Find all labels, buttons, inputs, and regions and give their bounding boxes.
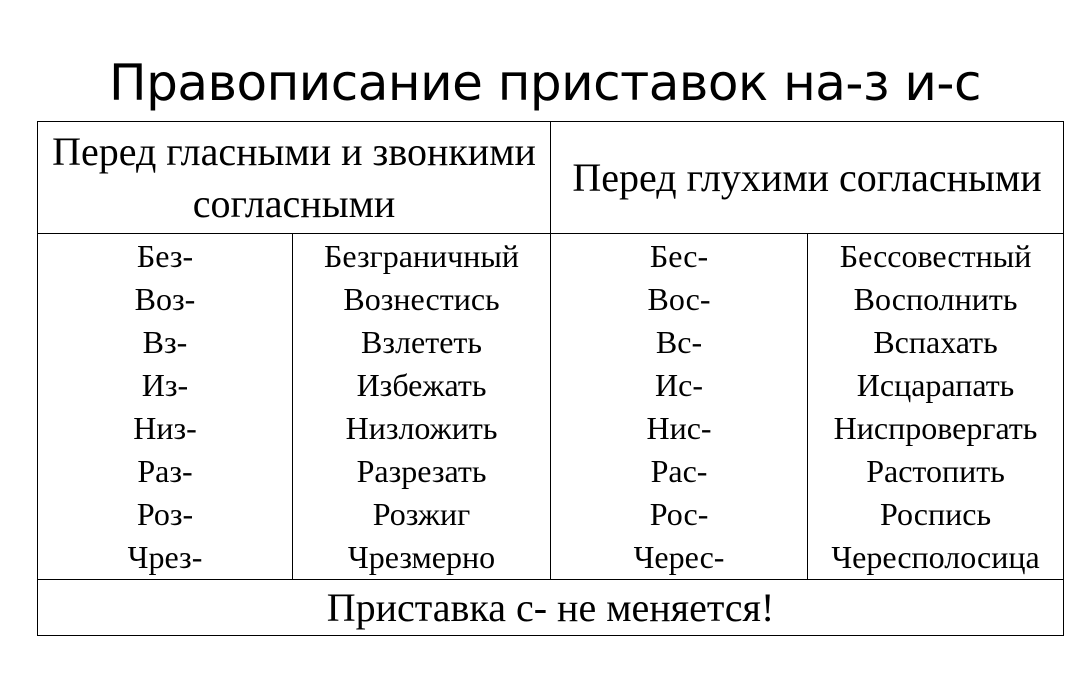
list-item: Розжиг bbox=[372, 496, 471, 532]
right-examples-column bbox=[808, 234, 1064, 580]
list-item: Исцарапать bbox=[856, 367, 1015, 403]
list-item: Чересполосица bbox=[831, 539, 1040, 575]
list-item: Черес- bbox=[633, 539, 725, 575]
list-item: Нис- bbox=[646, 410, 712, 446]
list-item: Низ- bbox=[133, 410, 197, 446]
left-prefixes-column bbox=[38, 234, 293, 580]
list-item: Низложить bbox=[345, 410, 498, 446]
list-item: Из- bbox=[141, 367, 189, 403]
list-item: Ис- bbox=[655, 367, 703, 403]
table-header-row bbox=[38, 122, 1064, 234]
list-item: Вспахать bbox=[873, 324, 998, 360]
list-item: Разрезать bbox=[356, 453, 487, 489]
header-voiceless: Перед глухими согласными bbox=[551, 122, 1064, 234]
list-item: Чрез- bbox=[127, 539, 203, 575]
list-item: Ниспровергать bbox=[833, 410, 1038, 446]
list-item: Избежать bbox=[356, 367, 487, 403]
list-item: Воз- bbox=[134, 281, 196, 317]
footer-note: Приставка с- не меняется! bbox=[38, 580, 1064, 636]
header-voiced: Перед гласными и звонкими согласными bbox=[38, 122, 551, 234]
list-item: Раз- bbox=[137, 453, 193, 489]
table-footer-row bbox=[38, 580, 1064, 636]
list-item: Чрезмерно bbox=[347, 539, 496, 575]
list-item: Растопить bbox=[866, 453, 1005, 489]
left-examples-column bbox=[293, 234, 551, 580]
list-item: Безграничный bbox=[323, 238, 520, 274]
list-item: Вос- bbox=[647, 281, 711, 317]
list-item: Восполнить bbox=[853, 281, 1018, 317]
list-item: Без- bbox=[136, 238, 194, 274]
prefix-rules-table bbox=[37, 121, 1064, 636]
page-title: Правописание приставок на-з и-с bbox=[109, 54, 981, 112]
list-item: Бес- bbox=[649, 238, 709, 274]
table-body-row bbox=[38, 234, 1064, 580]
list-item: Роспись bbox=[879, 496, 992, 532]
list-item: Рос- bbox=[649, 496, 709, 532]
list-item: Вс- bbox=[655, 324, 703, 360]
list-item: Взлететь bbox=[361, 324, 482, 360]
list-item: Рас- bbox=[650, 453, 708, 489]
list-item: Роз- bbox=[136, 496, 194, 532]
list-item: Вознестись bbox=[343, 281, 500, 317]
list-item: Бессовестный bbox=[839, 238, 1032, 274]
right-prefixes-column bbox=[551, 234, 808, 580]
list-item: Вз- bbox=[142, 324, 188, 360]
